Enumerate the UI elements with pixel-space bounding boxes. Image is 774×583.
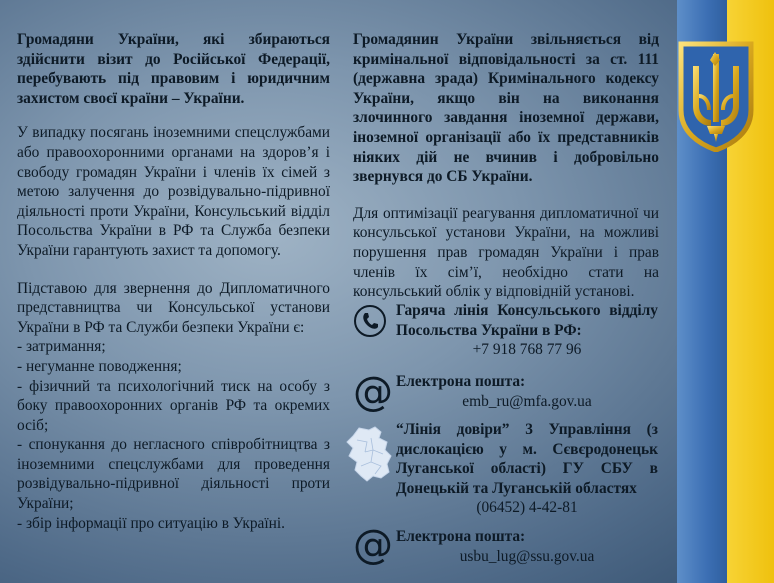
grounds-list: [17, 337, 330, 533]
middle-heading: Громадянин України звільняється від кримінальної відповідальності за ст. 111 (державна зрада) Кримінального кодексу України, якщо він на виконання злочинного завдання іноземної держави, іноземної організації або їх представників ніяких дій не вчинив і добровільно звернувся до СБ України.: [353, 31, 659, 186]
luhansk-map-icon: [345, 426, 393, 482]
email2-label: Електрона пошта:: [396, 528, 526, 545]
at-sign-icon: @: [353, 369, 393, 415]
email1-address[interactable]: emb_ru@mfa.gov.ua: [462, 392, 592, 410]
hotline-phone: +7 918 768 77 96: [472, 341, 582, 359]
left-column: [17, 30, 330, 533]
grounds-item: - негуманне поводження;: [17, 357, 182, 375]
grounds-item: - спонукання до негласного співробітництва з іноземними спецслужбами для проведення розвідувально-підривної діяльності проти України;: [17, 436, 330, 513]
grounds-item: - фізичний та психологічний тиск на особу з боку правоохоронних органів РФ та окремих осіб;: [17, 377, 330, 434]
grounds-item: - затримання;: [17, 338, 106, 356]
email-block-2: [353, 522, 663, 571]
ukraine-trident-emblem: [677, 40, 755, 152]
hotline-block: [353, 301, 663, 361]
middle-column: [353, 30, 659, 302]
grounds-intro: Підставою для звернення до Дипломатичного представництва чи Консульської установи України в РФ та Служби безпеки України є:: [17, 279, 330, 336]
registration-paragraph: Для оптимізації реагування дипломатичної чи консульської установи України, на можливі порушення прав громадян України і прав членів їх сім’ї, необхідно стати на консульський облік у відповідній установі.: [353, 204, 659, 301]
email-block-1: [353, 370, 663, 416]
grounds-item: - збір інформації про ситуацію в Україні.: [17, 514, 285, 532]
left-heading: Громадяни України, які збираються здійснити візит до Російської Федерації, перебувають під правовим і юридичним захистом своєї країни – України.: [17, 31, 330, 107]
trust-line-phone: (06452) 4-42-81: [476, 499, 578, 517]
hotline-label: Гаряча лінія Консульського відділу Посольства України в РФ:: [396, 302, 658, 339]
trust-line-block: [353, 420, 663, 520]
email2-address[interactable]: usbu_lug@ssu.gov.ua: [459, 547, 595, 565]
protection-paragraph: У випадку посягань іноземними спецслужбами або правоохоронними органами на здоров’я і свободу громадян України і членів їх сімей з метою залучення до розвідувально-підривної діяльності проти України, Консульський відділ Посольства України в РФ та Служба безпеки України гарантують захист та допомогу.: [17, 124, 330, 259]
email1-label: Електрона пошта:: [396, 373, 526, 390]
phone-icon: [353, 304, 387, 338]
trust-line-label: “Лінія довіри” 3 Управління (з дислокацією у м. Сєвєродонецьк Луганської області) ГУ СБУ в Донецькій та Луганській областях: [396, 421, 658, 497]
at-sign-icon: @: [353, 522, 393, 568]
